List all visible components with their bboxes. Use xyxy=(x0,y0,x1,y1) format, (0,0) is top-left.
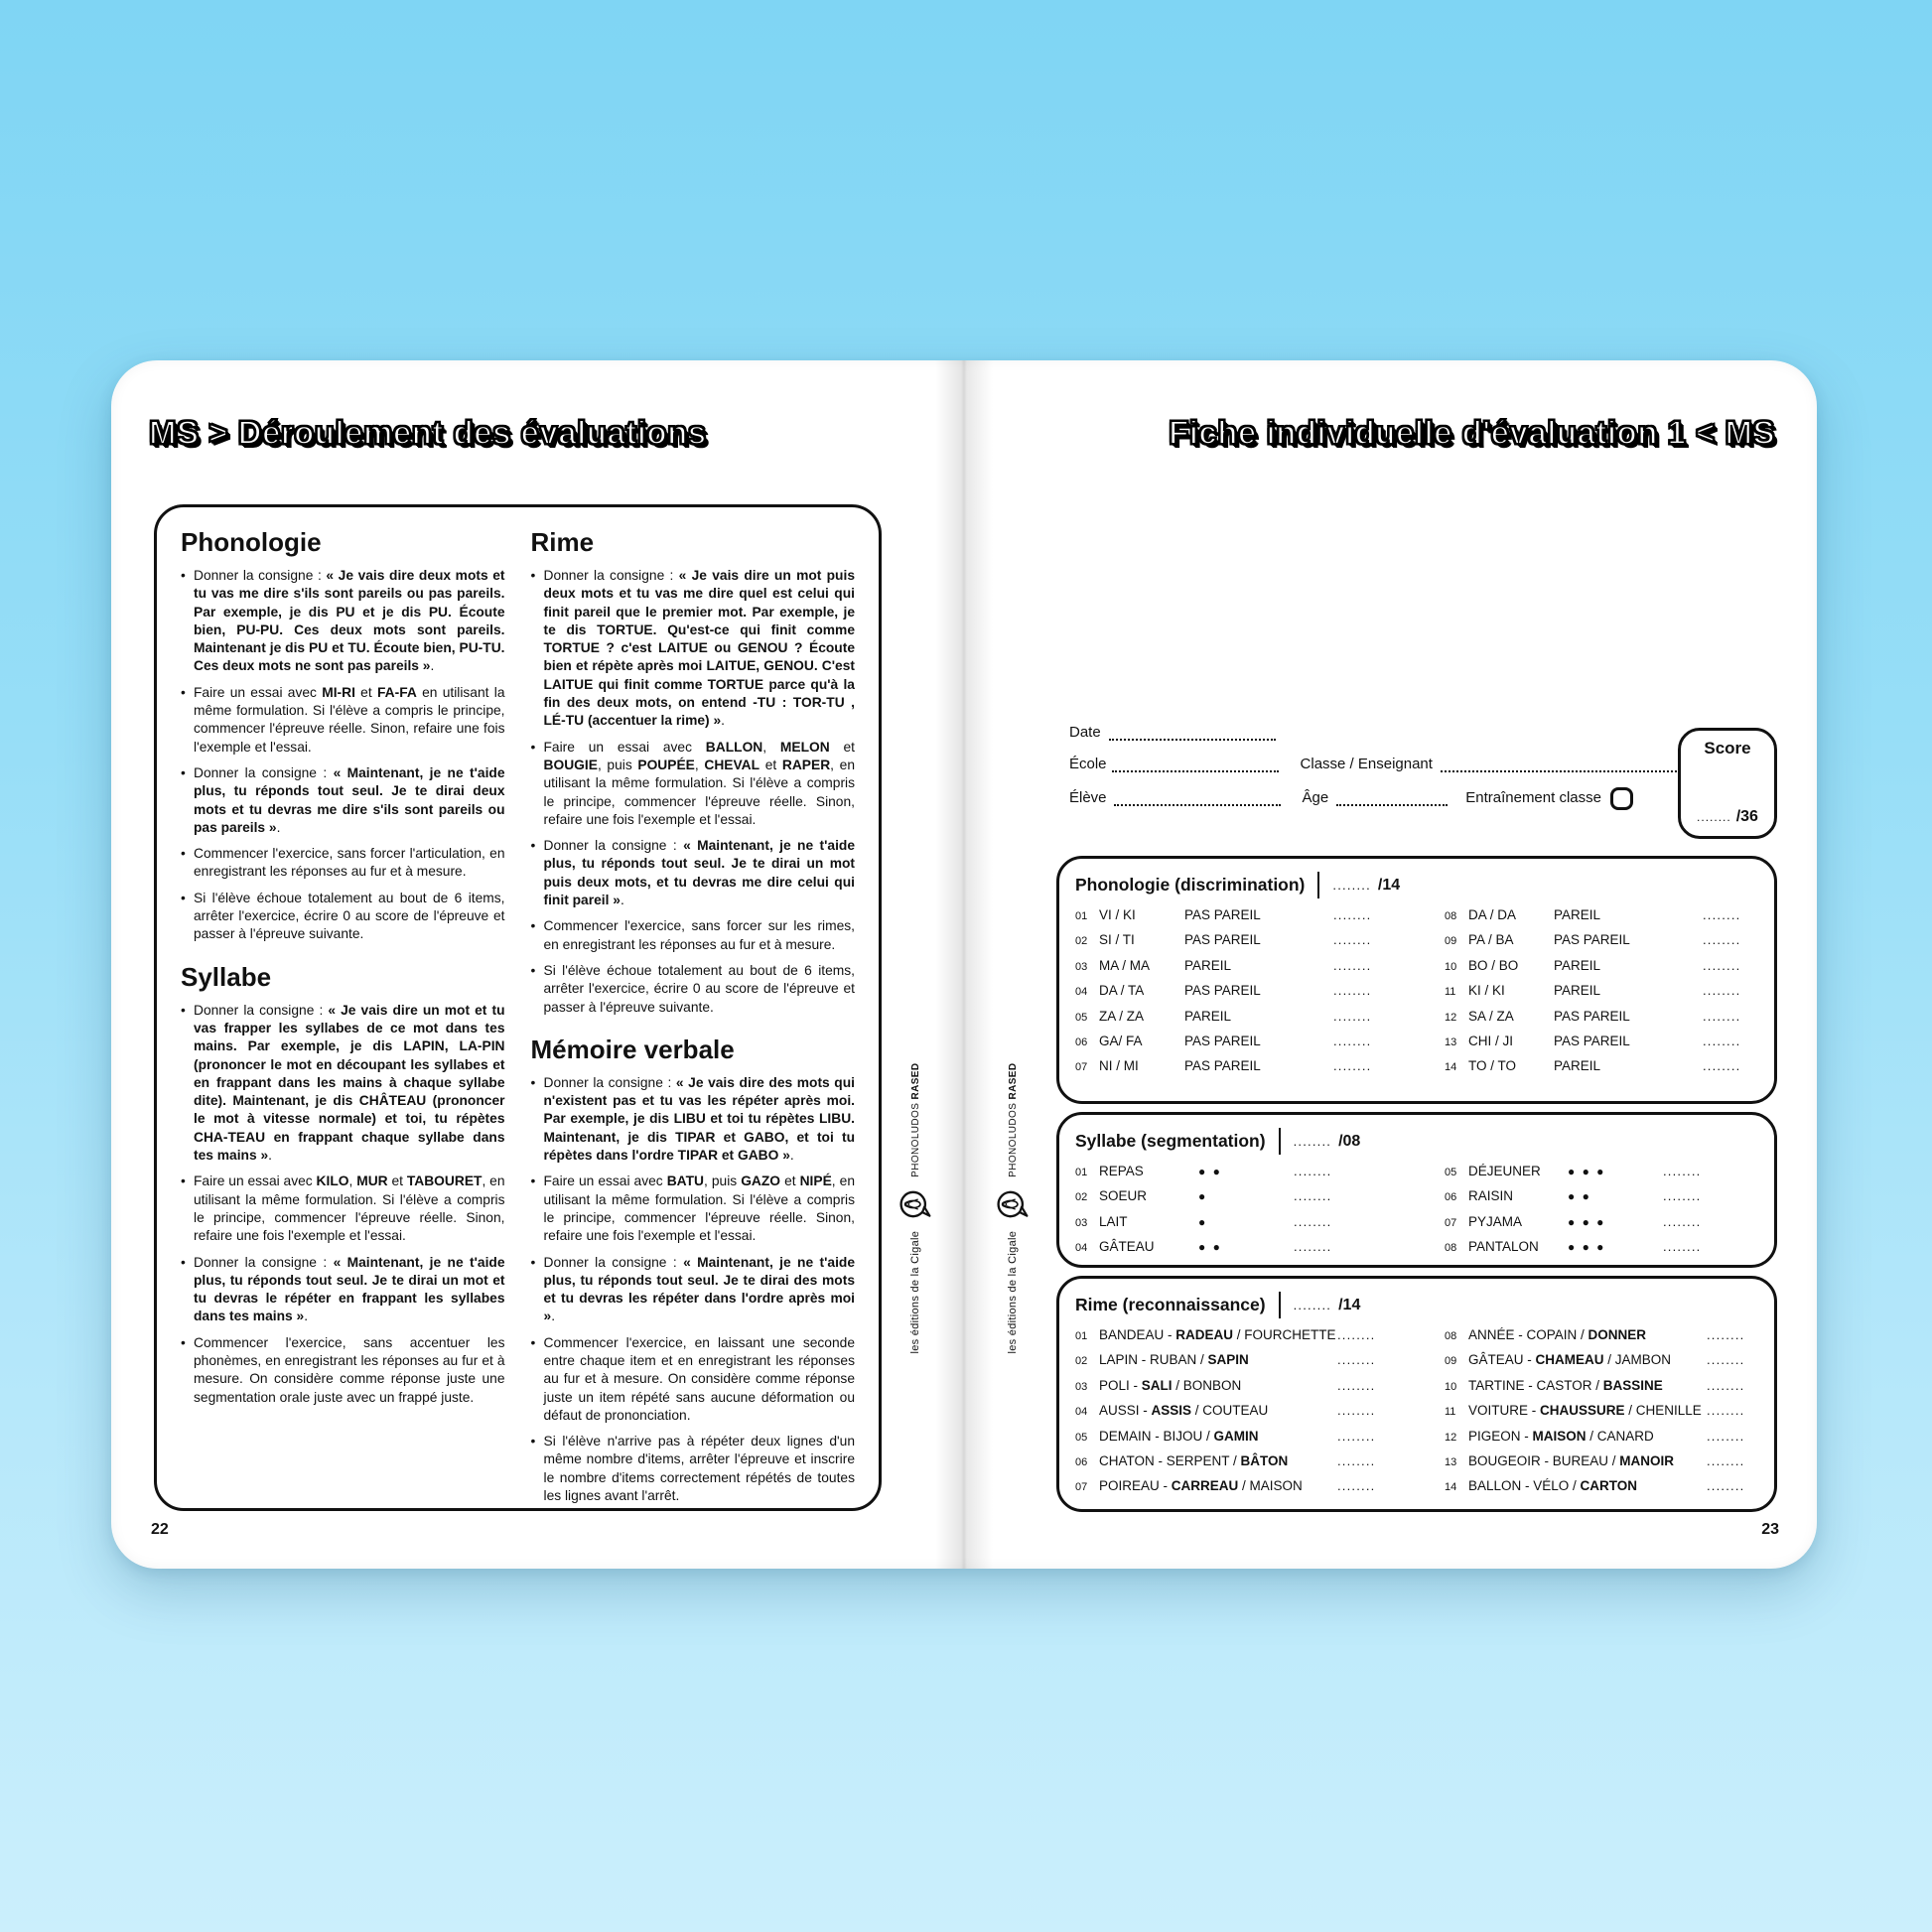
eval-section-title: Rime (reconnaissance) xyxy=(1075,1295,1266,1314)
syllable-count-dots: ● ● xyxy=(1198,1165,1222,1178)
eval-row: 02 SOEUR ● ........ xyxy=(1075,1188,1332,1204)
eval-row: 08 DA / DA PAREIL ........ xyxy=(1445,907,1741,922)
bullet-item: • Commencer l'exercice, en laissant une seconde entre chaque item et en enregistrant les réponses au fur et à mesure. On considère comme réponse juste un item répété sans aucune déformation ou défaut de prononciation. xyxy=(531,1334,856,1425)
eval-row: 13 BOUGEOIR - BUREAU / MANOIR ........ xyxy=(1445,1452,1745,1468)
bullet-item: • Donner la consigne : « Maintenant, je ne t'aide plus, tu réponds tout seul. Je te dirai un mot et tu devras le répéter en frappant les syllabes dans tes mains ». xyxy=(181,1254,505,1326)
bullet-item: • Commencer l'exercice, sans accentuer les phonèmes, en enregistrant les réponses au fur et à mesure. On considère comme réponse juste une segmentation orale juste avec un frappé juste. xyxy=(181,1334,505,1407)
score-entry-dots: ........ xyxy=(1294,1164,1332,1178)
score-entry-dots: ........ xyxy=(1337,1452,1376,1468)
syllable-count-dots: ● ● ● xyxy=(1568,1165,1606,1178)
eval-section-header xyxy=(1075,1128,1760,1155)
score-entry-dots: ........ xyxy=(1294,1239,1332,1255)
bullet-item: • Si l'élève échoue totalement au bout de 6 items, arrêter l'exercice, écrire 0 au score de l'épreuve et passer à l'épreuve suivante. xyxy=(531,962,856,1017)
score-total: /36 xyxy=(1735,808,1758,825)
bullet-item: • Commencer l'exercice, sans forcer sur les rimes, en enregistrant les réponses au fur et à mesure. xyxy=(531,917,856,954)
eval-row: 03 MA / MA PAREIL ........ xyxy=(1075,957,1372,973)
syllable-count-dots: ● xyxy=(1198,1189,1208,1204)
bullet-item: • Si l'élève échoue totalement au bout de 6 items, arrêter l'exercice, écrire 0 au score de l'épreuve et passer à l'épreuve suivante. xyxy=(181,890,505,944)
form-row-eleve xyxy=(1069,787,1677,806)
section-heading: Phonologie xyxy=(181,527,322,557)
score-entry-dots: ........ xyxy=(1703,1008,1741,1024)
publisher-name: les éditions de la Cigale xyxy=(1007,1230,1019,1354)
eval-section-2 xyxy=(1056,1112,1777,1268)
score-entry-dots: ........ xyxy=(1707,1428,1745,1444)
open-book-spread xyxy=(111,360,1817,1569)
syllable-count-dots: ● ● ● xyxy=(1568,1214,1606,1229)
score-entry-dots: ........ xyxy=(1703,957,1741,973)
eval-row: 12 SA / ZA PAS PAREIL ........ xyxy=(1445,1008,1741,1024)
section-score-dots: ........ xyxy=(1332,878,1371,893)
bullet-item: • Faire un essai avec MI-RI et FA-FA en utilisant la même formulation. Si l'élève a compris le principe, commencer l'épreuve réelle. Sinon, refaire une fois l'exemple et l'essai. xyxy=(181,684,505,757)
eval-column-left xyxy=(1075,1164,1445,1265)
score-entry-dots: ........ xyxy=(1663,1213,1702,1229)
eval-row: 04 DA / TA PAS PAREIL ........ xyxy=(1075,983,1372,999)
score-label: Score xyxy=(1704,739,1751,758)
eval-row: 06 GA/ FA PAS PAREIL ........ xyxy=(1075,1033,1372,1048)
eval-section-title: Phonologie (discrimination) xyxy=(1075,875,1306,895)
eval-row: 01 REPAS ● ● ........ xyxy=(1075,1164,1332,1178)
bullet-item: • Commencer l'exercice, sans forcer l'articulation, en enregistrant les réponses au fur et à mesure. xyxy=(181,845,505,882)
eval-row: 08 PANTALON ● ● ● ........ xyxy=(1445,1239,1702,1255)
bullet-item: • Donner la consigne : « Maintenant, je ne t'aide plus, tu réponds tout seul. Je te dirai un mot puis deux mots, et tu devras me dire celui qui finit pareil ». xyxy=(531,837,856,909)
eval-row: 14 BALLON - VÉLO / CARTON ........ xyxy=(1445,1478,1745,1494)
score-entry-dots: ........ xyxy=(1333,932,1372,948)
eval-row: 09 GÂTEAU - CHAMEAU / JAMBON ........ xyxy=(1445,1352,1745,1368)
bullet-item: • Donner la consigne : « Je vais dire un mot puis deux mots et tu vas me dire quel est celui qui finit pareil que le premier mot. Par exemple, je te dis TORTUE. Qu'est-ce qui finit comme TORTUE ? c'est LAITUE ou GENOU ? Écoute bien et répète après moi LAITUE, GENOU. C'est LAITUE qui finit comme TORTUE parce qu'à la fin des deux mots, on entend -TU : TOR-TU , LÉ-TU (accentuer la rime) ». xyxy=(531,567,856,731)
bullet-list xyxy=(181,1002,505,1407)
ecole-field xyxy=(1112,756,1279,772)
eval-row: 09 PA / BA PAS PAREIL ........ xyxy=(1445,932,1741,948)
bullet-item: • Faire un essai avec BALLON, MELON et BOUGIE, puis POUPÉE, CHEVAL et RAPER, en utilisant la même formulation. Si l'élève a compris le principe, commencer l'épreuve réelle. Sinon, refaire une fois l'exemple et l'essai. xyxy=(531,739,856,829)
score-entry-dots: ........ xyxy=(1294,1213,1332,1229)
eval-row: 10 BO / BO PAREIL ........ xyxy=(1445,957,1741,973)
eval-row: 06 RAISIN ● ● ........ xyxy=(1445,1188,1702,1204)
score-entry-dots: ........ xyxy=(1333,907,1372,922)
section-heading: Rime xyxy=(530,527,595,557)
eval-row: 08 ANNÉE - COPAIN / DONNER ........ xyxy=(1445,1327,1745,1342)
bullet-item: • Donner la consigne : « Je vais dire deux mots et tu vas me dire s'ils sont pareils ou pas pareils. Par exemple, je dis PU et je dis PU. Écoute bien, PU-PU. Ces deux mots sont pareils. Maintenant je dis PU et TU. Écoute bien, PU-TU. Ces deux mots ne sont pas pareils ». xyxy=(181,567,505,676)
score-entry-dots: ........ xyxy=(1337,1377,1376,1393)
eval-row: 12 PIGEON - MAISON / CANARD ........ xyxy=(1445,1428,1745,1444)
form-row-ecole xyxy=(1069,756,1677,772)
eval-row: 13 CHI / JI PAS PAREIL ........ xyxy=(1445,1033,1741,1048)
bullet-item: • Faire un essai avec KILO, MUR et TABOURET, en utilisant la même formulation. Si l'élève a compris le principe, commencer l'épreuve réelle. Sinon, refaire une fois l'exemple et l'essai. xyxy=(181,1173,505,1245)
score-entry-dots: ........ xyxy=(1333,1033,1372,1048)
eval-row: 05 DÉJEUNER ● ● ● ........ xyxy=(1445,1164,1702,1178)
page-title-right: Fiche individuelle d'évaluation 1 < MS xyxy=(1169,414,1775,451)
brand-name: PHONOLUDOS RASED xyxy=(1007,1062,1019,1177)
cicada-logo-icon xyxy=(897,1186,933,1222)
brand-name: PHONOLUDOS RASED xyxy=(909,1062,921,1177)
eval-row: 01 BANDEAU - RADEAU / FOURCHETTE ........ xyxy=(1075,1327,1376,1342)
left-column-1 xyxy=(181,527,505,1488)
header-divider-bar xyxy=(1279,1292,1281,1318)
entrainement-label: Entraînement classe xyxy=(1465,789,1601,806)
eleve-label: Élève xyxy=(1069,789,1107,806)
form-row-date xyxy=(1069,724,1677,741)
spine-strip-right xyxy=(998,1062,1028,1354)
score-entry-dots: ........ xyxy=(1703,1033,1741,1048)
page-number-right: 23 xyxy=(1761,1521,1779,1538)
eval-row: 04 GÂTEAU ● ● ........ xyxy=(1075,1239,1332,1255)
section-score-dots: ........ xyxy=(1293,1298,1332,1312)
syllable-count-dots: ● ● xyxy=(1198,1240,1222,1255)
eleve-field xyxy=(1114,789,1281,806)
eval-row: 07 POIREAU - CARREAU / MAISON ........ xyxy=(1075,1478,1376,1494)
score-entry-dots: ........ xyxy=(1703,932,1741,948)
eval-row: 07 NI / MI PAS PAREIL ........ xyxy=(1075,1058,1372,1074)
eval-column-left xyxy=(1075,907,1445,1084)
left-column-2 xyxy=(530,527,856,1504)
eval-section-header xyxy=(1075,1292,1760,1318)
eval-row: 02 LAPIN - RUBAN / SAPIN ........ xyxy=(1075,1352,1376,1368)
instructions-box xyxy=(154,504,882,1511)
score-entry-dots: ........ xyxy=(1333,1058,1372,1074)
section-heading: Mémoire verbale xyxy=(530,1034,735,1064)
score-box xyxy=(1678,728,1777,839)
date-field xyxy=(1109,724,1276,741)
eval-row: 06 CHATON - SERPENT / BÂTON ........ xyxy=(1075,1452,1376,1468)
cicada-logo-icon xyxy=(995,1186,1031,1222)
syllable-count-dots: ● xyxy=(1198,1214,1208,1229)
score-entry-dots: ........ xyxy=(1333,1008,1372,1024)
score-entry-dots: ........ xyxy=(1663,1239,1702,1255)
eval-column-right xyxy=(1445,1327,1760,1504)
date-label: Date xyxy=(1069,724,1101,741)
eval-row: 11 VOITURE - CHAUSSURE / CHENILLE ........ xyxy=(1445,1403,1745,1419)
bullet-item: • Donner la consigne : « Maintenant, je ne t'aide plus, tu réponds tout seul. Je te dirai des mots et tu devras les répéter dans l'ordre après moi ». xyxy=(531,1254,856,1326)
page-number-left: 22 xyxy=(151,1521,169,1538)
eval-row: 02 SI / TI PAS PAREIL ........ xyxy=(1075,932,1372,948)
score-entry-dots: ........ xyxy=(1333,983,1372,999)
score-entry-dots: ........ xyxy=(1707,1377,1745,1393)
syllable-count-dots: ● ● xyxy=(1568,1189,1591,1204)
eval-section-1 xyxy=(1056,856,1777,1104)
score-entry-dots: ........ xyxy=(1337,1352,1376,1368)
eval-row: 03 LAIT ● ........ xyxy=(1075,1213,1332,1229)
eval-row: 05 ZA / ZA PAREIL ........ xyxy=(1075,1008,1372,1024)
score-entry-dots: ........ xyxy=(1294,1188,1332,1204)
section-score-total: /14 xyxy=(1338,1296,1361,1313)
score-entry-dots: ........ xyxy=(1697,810,1731,824)
score-entry-dots: ........ xyxy=(1703,907,1741,922)
spine-strip-left xyxy=(900,1062,930,1354)
eval-row: 04 AUSSI - ASSIS / COUTEAU ........ xyxy=(1075,1403,1376,1419)
section-score-total: /14 xyxy=(1377,876,1401,894)
score-entry-dots: ........ xyxy=(1707,1352,1745,1368)
score-entry-dots: ........ xyxy=(1337,1327,1376,1342)
score-entry-dots: ........ xyxy=(1663,1164,1702,1178)
ecole-label: École xyxy=(1069,756,1107,772)
entrainement-checkbox[interactable] xyxy=(1610,787,1633,810)
bullet-item: • Donner la consigne : « Maintenant, je ne t'aide plus, tu réponds tout seul. Je te dirai deux mots et tu devras me dire s'ils sont pareils ou pas pareils ». xyxy=(181,764,505,837)
header-divider-bar xyxy=(1317,872,1319,898)
eval-row: 11 KI / KI PAREIL ........ xyxy=(1445,983,1741,999)
bullet-item: • Si l'élève n'arrive pas à répéter deux lignes d'un même nombre d'items, arrêter l'épreuve et inscrire le nombre d'items correctement répétés de toutes les lignes avant l'arrêt. xyxy=(531,1433,856,1505)
page-right xyxy=(962,360,1817,1569)
eval-column-right xyxy=(1445,907,1760,1084)
syllable-count-dots: ● ● ● xyxy=(1568,1240,1606,1255)
eval-row: 14 TO / TO PAREIL ........ xyxy=(1445,1058,1741,1074)
eval-row: 07 PYJAMA ● ● ● ........ xyxy=(1445,1213,1702,1229)
page-left xyxy=(111,360,962,1569)
bullet-list xyxy=(181,567,505,944)
eval-section-title: Syllabe (segmentation) xyxy=(1075,1131,1266,1151)
bullet-item: • Faire un essai avec BATU, puis GAZO et NIPÉ, en utilisant la même formulation. Si l'élève a compris le principe, commencer l'épreuve réelle. Sinon, refaire une fois l'exemple et l'essai. xyxy=(531,1173,856,1245)
eval-section-header xyxy=(1075,872,1760,898)
student-info-form xyxy=(1069,724,1677,821)
header-divider-bar xyxy=(1279,1128,1281,1155)
publisher-name: les éditions de la Cigale xyxy=(909,1230,921,1354)
score-entry-dots: ........ xyxy=(1703,1058,1741,1074)
score-entry-dots: ........ xyxy=(1663,1188,1702,1204)
bullet-item: • Donner la consigne : « Je vais dire des mots qui n'existent pas et tu vas les répéter après moi. Par exemple, je dis LIBU et toi tu répètes LIBU. Maintenant, je dis TIPAR et GABO, et toi tu répètes dans l'ordre TIPAR et GABO ». xyxy=(531,1074,856,1165)
score-entry-dots: ........ xyxy=(1703,983,1741,999)
score-entry-dots: ........ xyxy=(1337,1403,1376,1419)
section-heading: Syllabe xyxy=(181,961,272,992)
score-entry-dots: ........ xyxy=(1707,1452,1745,1468)
classe-field xyxy=(1441,756,1677,772)
eval-row: 05 DEMAIN - BIJOU / GAMIN ........ xyxy=(1075,1428,1376,1444)
bullet-list xyxy=(531,1074,856,1506)
score-entry-dots: ........ xyxy=(1707,1327,1745,1342)
eval-row: 10 TARTINE - CASTOR / BASSINE ........ xyxy=(1445,1377,1745,1393)
page-title-left: MS > Déroulement des évaluations xyxy=(149,414,707,451)
eval-row: 01 VI / KI PAS PAREIL ........ xyxy=(1075,907,1372,922)
age-field xyxy=(1336,789,1448,806)
score-entry-dots: ........ xyxy=(1337,1478,1376,1494)
eval-row: 03 POLI - SALI / BONBON ........ xyxy=(1075,1377,1376,1393)
score-entry-dots: ........ xyxy=(1333,957,1372,973)
score-entry-dots: ........ xyxy=(1337,1428,1376,1444)
bullet-list xyxy=(531,567,856,1017)
score-entry-dots: ........ xyxy=(1707,1403,1745,1419)
bullet-item: • Donner la consigne : « Je vais dire un mot et tu vas frapper les syllabes de ce mot dans tes mains. Par exemple, je dis LAPIN, LA-PIN (prononcer le mot en découpant les syllabes et en frappant dans les mains à chaque syllabe dite). Maintenant, je dis CHÂTEAU (prononcer le mot à vitesse normale) et toi, tu répètes CHA-TEAU en frappant chaque syllabe dans tes mains ». xyxy=(181,1002,505,1166)
section-score-total: /08 xyxy=(1338,1132,1361,1150)
age-label: Âge xyxy=(1302,789,1329,806)
eval-column-right xyxy=(1445,1164,1760,1265)
score-entry-dots: ........ xyxy=(1707,1478,1745,1494)
eval-column-left xyxy=(1075,1327,1445,1504)
classe-label: Classe / Enseignant xyxy=(1300,756,1433,772)
eval-section-3 xyxy=(1056,1276,1777,1512)
section-score-dots: ........ xyxy=(1293,1134,1332,1149)
